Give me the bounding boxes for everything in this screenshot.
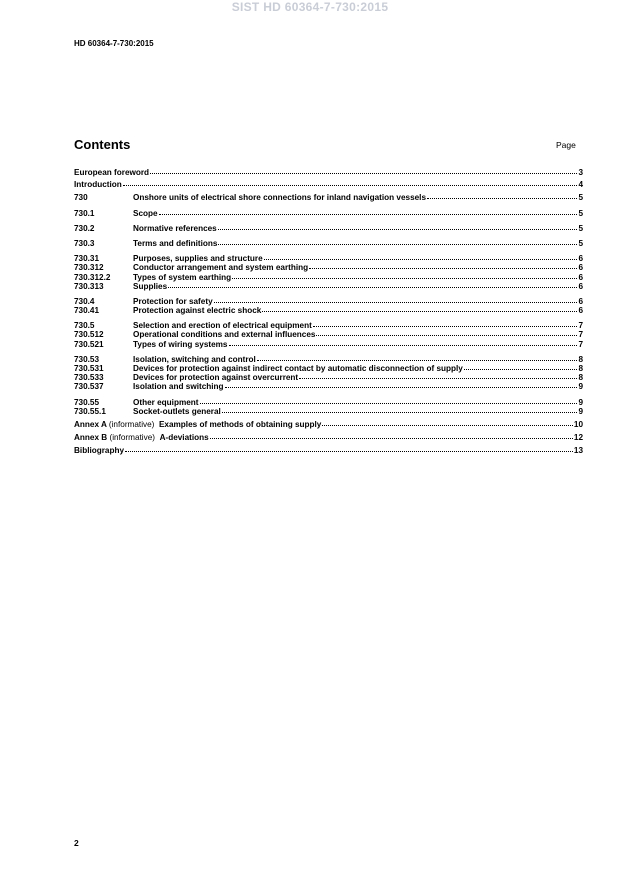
toc-entry-title: Onshore units of electrical shore connections for inland navigation vessels	[133, 193, 427, 203]
toc-entry[interactable]	[74, 239, 583, 248]
toc-entry-title: Purposes, supplies and structure	[133, 254, 263, 264]
toc-entry-title: Devices for protection against overcurrent	[133, 373, 299, 383]
toc-entry-number: 730.531	[74, 364, 104, 373]
toc-entry-title: Isolation, switching and control	[133, 354, 256, 364]
dot-leader	[322, 419, 573, 426]
toc-entry-number: 730.533	[74, 373, 104, 383]
toc-entry-title: Scope	[133, 208, 158, 218]
toc-entry[interactable]	[74, 407, 583, 416]
toc-entry[interactable]	[74, 282, 583, 291]
toc-entry-page: 6	[578, 306, 583, 316]
dot-leader	[262, 305, 577, 312]
toc-entry-page: 12	[573, 433, 583, 443]
dot-leader	[313, 320, 578, 327]
annex-title: Examples of methods of obtaining supply	[158, 419, 322, 429]
toc-entry-number: 730.31	[74, 254, 100, 264]
toc-entry-page: 13	[573, 446, 583, 456]
toc-entry-title: Introduction	[74, 180, 122, 190]
toc-entry-page: 7	[578, 339, 583, 349]
toc-entry-number: 730.521	[74, 339, 104, 349]
toc-entry-page: 9	[578, 382, 583, 392]
toc-entry[interactable]	[74, 433, 583, 442]
toc-entry-page: 5	[578, 208, 583, 218]
toc-entry-title: Other equipment	[133, 397, 199, 407]
toc-entry-page: 4	[578, 180, 583, 190]
toc-entry-page: 8	[578, 373, 583, 383]
toc-entry-title: Operational conditions and external influences	[133, 330, 316, 340]
toc-entry-title: Isolation and switching	[133, 382, 224, 392]
dot-leader	[427, 192, 577, 199]
toc-entry-number: 730.313	[74, 281, 104, 291]
toc-entry-page: 3	[578, 168, 583, 177]
toc-entry-page: 5	[578, 238, 583, 248]
toc-entry-page: 6	[578, 296, 583, 306]
dot-leader	[214, 296, 578, 303]
toc-entry-title	[74, 433, 209, 442]
annex-label: Annex B	[74, 433, 108, 443]
dot-leader	[218, 223, 578, 230]
toc-entry-page: 6	[578, 272, 583, 282]
dot-leader	[218, 238, 577, 245]
dot-leader	[464, 363, 578, 370]
dot-leader	[125, 445, 573, 452]
dot-leader	[299, 372, 577, 379]
toc-entry-title	[74, 420, 321, 429]
toc-entry-number: 730.53	[74, 354, 100, 364]
toc-entry-title: Types of wiring systems	[133, 339, 228, 349]
toc-entry-number: 730.41	[74, 306, 100, 316]
toc-entry-number: 730.1	[74, 208, 95, 218]
toc-entry-title: Types of system earthing	[133, 272, 232, 282]
toc-entry-page: 7	[578, 330, 583, 340]
toc-entry-page: 9	[578, 406, 583, 416]
dot-leader	[257, 354, 578, 361]
toc-entry[interactable]	[74, 168, 583, 177]
toc-entry-title: Conductor arrangement and system earthing	[133, 263, 309, 273]
toc-entry[interactable]	[74, 420, 583, 429]
toc-entry-number: 730.55.1	[74, 406, 106, 416]
toc-entry-title: Supplies	[133, 281, 168, 291]
toc-entry[interactable]	[74, 382, 583, 391]
toc-entry-number: 730	[74, 193, 88, 203]
dot-leader	[200, 397, 578, 404]
toc-entry[interactable]	[74, 446, 583, 455]
toc-entry-title: Terms and definitions	[133, 238, 218, 248]
toc-entry-title: Protection for safety	[133, 296, 213, 306]
toc-entry-title: Selection and erection of electrical equipment	[133, 321, 312, 331]
toc-entry-page: 9	[578, 397, 583, 407]
toc-entry-number: 730.312.2	[74, 272, 111, 282]
toc-entry-title: Protection against electric shock	[133, 306, 262, 316]
toc-entry-number: 730.55	[74, 397, 100, 407]
dot-leader	[150, 167, 577, 174]
toc-entry-page: 10	[573, 419, 583, 429]
annex-informative-note: (informative)	[108, 419, 155, 429]
toc-entry-title: Devices for protection against indirect contact by automatic disconnection of supply	[133, 364, 463, 373]
page-number: 2	[74, 838, 79, 848]
contents-title: Contents	[74, 137, 131, 152]
toc-entry-title: Normative references	[133, 223, 217, 233]
toc-entry-number: 730.312	[74, 263, 104, 273]
toc-entry-number: 730.4	[74, 296, 95, 306]
annex-informative-note: (informative)	[109, 433, 155, 443]
toc-entry-number: 730.3	[74, 238, 95, 248]
dot-leader	[309, 262, 577, 269]
toc-entry-number: 730.537	[74, 382, 104, 392]
toc-entry-page: 6	[578, 263, 583, 273]
toc-entry-page: 5	[578, 193, 583, 203]
toc-entry-page: 8	[578, 354, 583, 364]
toc-entry-page: 5	[578, 223, 583, 233]
toc-entry-number: 730.512	[74, 330, 104, 340]
toc-entry-page: 8	[578, 364, 583, 373]
dot-leader	[123, 179, 578, 186]
toc-entry[interactable]	[74, 209, 583, 218]
dot-leader	[229, 339, 578, 346]
dot-leader	[264, 253, 578, 260]
toc-entry[interactable]	[74, 306, 583, 315]
dot-leader	[225, 381, 578, 388]
toc-entry-title: Socket-outlets general	[133, 406, 221, 416]
annex-title: A-deviations	[159, 433, 209, 443]
toc-entry-number: 730.5	[74, 321, 95, 331]
watermark: SIST HD 60364-7-730:2015	[231, 0, 389, 14]
toc-entry-title: Bibliography	[74, 446, 125, 456]
dot-leader	[232, 272, 577, 279]
toc-entry[interactable]	[74, 224, 583, 233]
toc-entry-page: 6	[578, 281, 583, 291]
toc-entry[interactable]	[74, 340, 583, 349]
dot-leader	[222, 406, 578, 413]
dot-leader	[168, 281, 577, 288]
toc-entry[interactable]	[74, 180, 583, 189]
page-column-label: Page	[556, 140, 576, 150]
dot-leader	[210, 432, 573, 439]
dot-leader	[159, 208, 578, 215]
toc-entry-page: 6	[578, 254, 583, 264]
table-of-contents	[74, 168, 583, 456]
toc-entry-page: 7	[578, 321, 583, 331]
dot-leader	[316, 329, 577, 336]
toc-entry-title: European foreword	[74, 168, 150, 177]
toc-entry-number: 730.2	[74, 223, 95, 233]
toc-entry[interactable]	[74, 193, 583, 202]
annex-label: Annex A	[74, 419, 107, 429]
document-id: HD 60364-7-730:2015	[74, 39, 154, 48]
